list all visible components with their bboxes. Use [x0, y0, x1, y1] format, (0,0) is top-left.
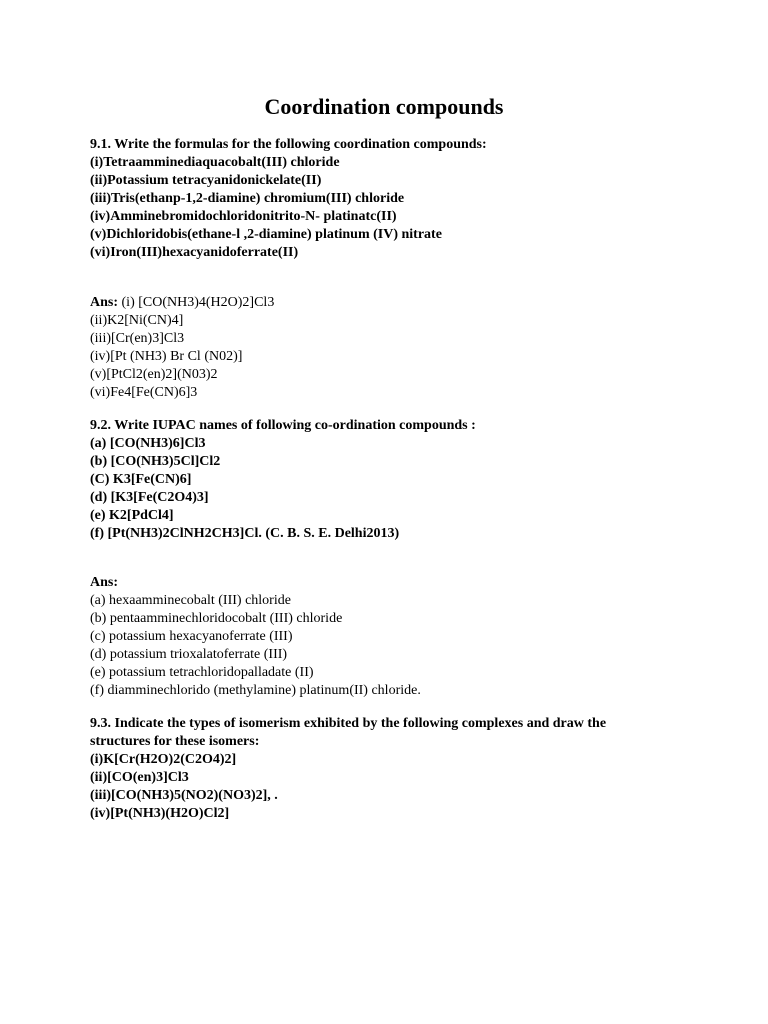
page-title: Coordination compounds [264, 94, 504, 119]
answer-first-line [90, 294, 690, 312]
question-item: (C) K3[Fe(CN)6] [90, 472, 192, 487]
question-item: (iii)[CO(NH3)5(NO2)(NO3)2], . [90, 788, 278, 803]
answer-item: (ii)K2[Ni(CN)4] [90, 313, 184, 328]
answer-item: (i) [CO(NH3)4(H2O)2]Cl3 [118, 295, 275, 310]
answer-label: Ans: [90, 575, 119, 590]
answer-item: (iv)[Pt (NH3) Br Cl (N02)] [90, 349, 243, 364]
answer-label: Ans: [90, 295, 119, 310]
question-item: (i)K[Cr(H2O)2(C2O4)2] [90, 752, 237, 767]
question-item: (iv)[Pt(NH3)(H2O)Cl2] [90, 806, 230, 821]
answer-item: (e) potassium tetrachloridopalladate (II) [90, 665, 314, 680]
question-text: structures for these isomers: [90, 734, 260, 749]
question-item: (iv)Amminebromidochloridonitrito-N- platinatc(II) [90, 209, 397, 224]
answer-item: (b) pentaamminechloridocobalt (III) chloride [90, 611, 343, 626]
question-item: (f) [Pt(NH3)2ClNH2CH3]Cl. (C. B. S. E. Delhi2013) [90, 526, 400, 541]
question-item: (a) [CO(NH3)6]Cl3 [90, 436, 206, 451]
answer-item: (a) hexaamminecobalt (III) chloride [90, 593, 291, 608]
answer-item: (f) diamminechlorido (methylamine) platinum(II) chloride. [90, 683, 421, 698]
answer-9-1 [90, 294, 690, 402]
question-text: 9.1. Write the formulas for the following coordination compounds: [90, 137, 487, 152]
question-item: (iii)Tris(ethanp-1,2-diamine) chromium(III) chloride [90, 191, 405, 206]
question-9-2 [90, 417, 690, 543]
question-item: (vi)Iron(III)hexacyanidoferrate(II) [90, 245, 299, 260]
question-item: (b) [CO(NH3)5Cl]Cl2 [90, 454, 221, 469]
question-item: (v)Dichloridobis(ethane-l ,2-diamine) platinum (IV) nitrate [90, 227, 442, 242]
question-item: (ii)[CO(en)3]Cl3 [90, 770, 189, 785]
question-text: 9.2. Write IUPAC names of following co-ordination compounds : [90, 418, 476, 433]
question-text: 9.3. Indicate the types of isomerism exhibited by the following complexes and draw the [90, 716, 607, 731]
question-item: (ii)Potassium tetracyanidonickelate(II) [90, 173, 322, 188]
question-item: (e) K2[PdCl4] [90, 508, 174, 523]
question-9-1 [90, 136, 690, 262]
question-item: (i)Tetraamminediaquacobalt(III) chloride [90, 155, 340, 170]
answer-item: (d) potassium trioxalatoferrate (III) [90, 647, 288, 662]
answer-item: (iii)[Cr(en)3]Cl3 [90, 331, 185, 346]
question-9-3 [90, 715, 690, 823]
question-item: (d) [K3[Fe(C2O4)3] [90, 490, 209, 505]
answer-item: (v)[PtCl2(en)2](N03)2 [90, 367, 218, 382]
answer-9-2 [90, 574, 690, 700]
answer-item: (c) potassium hexacyanoferrate (III) [90, 629, 293, 644]
answer-item: (vi)Fe4[Fe(CN)6]3 [90, 385, 198, 400]
